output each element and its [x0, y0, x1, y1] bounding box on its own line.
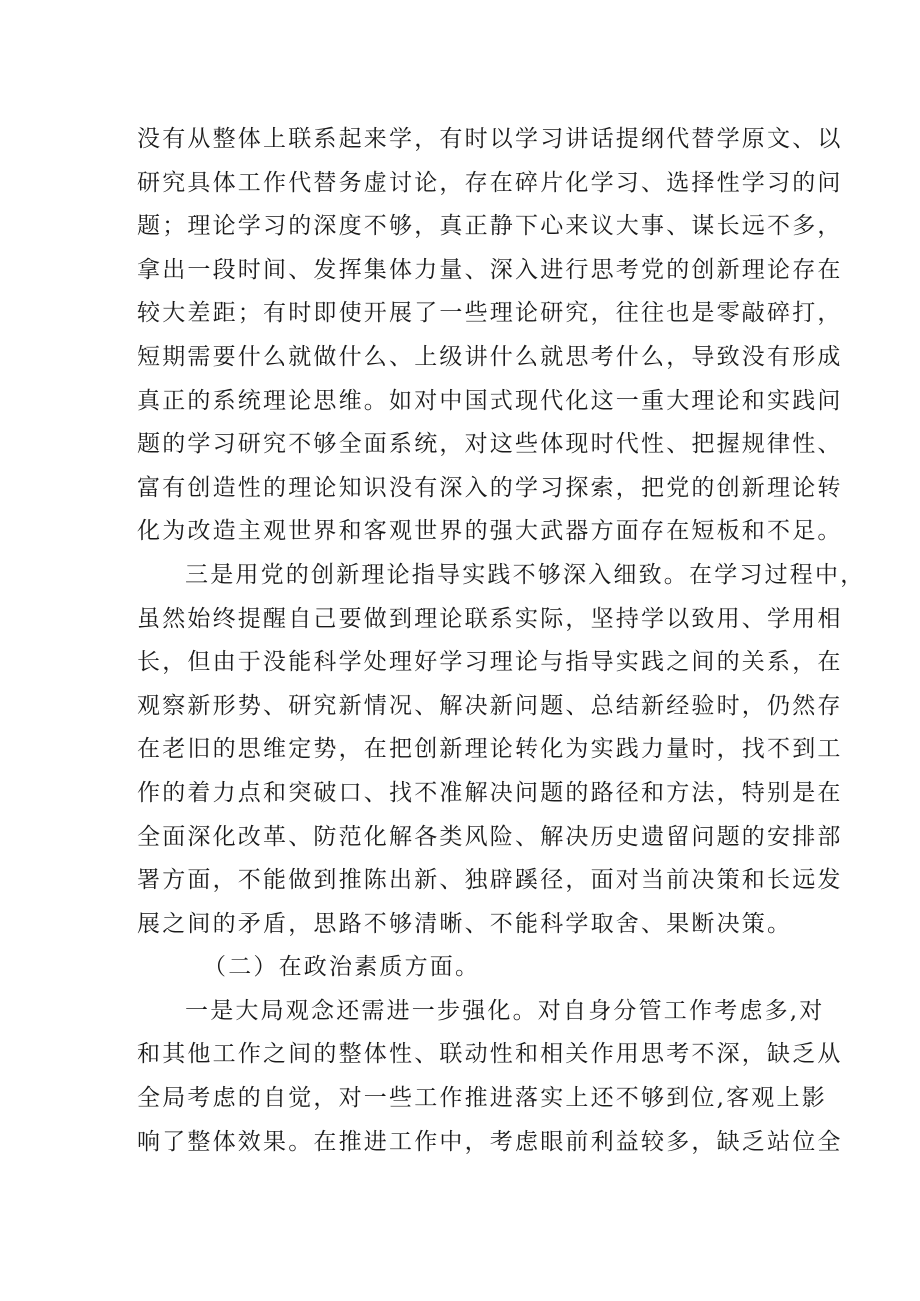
paragraph-line: 真正的系统理论思维。如对中国式现代化这一重大理论和实践问	[137, 387, 843, 414]
paragraph-line: 展之间的矛盾，思路不够清晰、不能科学取舍、果断决策。	[137, 910, 793, 937]
paragraph-line: 题的学习研究不够全面系统，对这些体现时代性、把握规律性、	[137, 431, 843, 458]
paragraph-line: 较大差距；有时即使开展了一些理论研究，往往也是零敲碎打，	[137, 300, 843, 327]
paragraph-first-line: 一是大局观念还需进一步强化。对自身分管工作考虑多,对	[185, 997, 825, 1024]
paragraph-line: 响了整体效果。在推进工作中，考虑眼前利益较多，缺乏站位全	[137, 1128, 843, 1155]
paragraph-line: 虽然始终提醒自己要做到理论联系实际，坚持学以致用、学用相	[137, 605, 843, 632]
paragraph-line: 署方面，不能做到推陈出新、独辟蹊径，面对当前决策和长远发	[137, 867, 843, 894]
paragraph-line: 拿出一段时间、发挥集体力量、深入进行思考党的创新理论存在	[137, 256, 843, 283]
paragraph-line: 全局考虑的自觉，对一些工作推进落实上还不够到位,客观上影	[137, 1085, 827, 1112]
paragraph-line: 化为改造主观世界和客观世界的强大武器方面存在短板和不足。	[137, 518, 843, 545]
paragraph-line: 作的着力点和突破口、找不准解决问题的路径和方法，特别是在	[137, 779, 843, 806]
paragraph-line: 全面深化改革、防范化解各类风险、解决历史遗留问题的安排部	[137, 823, 843, 850]
paragraph-line: 在老旧的思维定势，在把创新理论转化为实践力量时，找不到工	[137, 736, 843, 763]
paragraph-first-line: 三是用党的创新理论指导实践不够深入细致。在学习过程中，	[185, 561, 866, 588]
paragraph-line: 短期需要什么就做什么、上级讲什么就思考什么，导致没有形成	[137, 343, 843, 370]
document-body	[137, 118, 866, 1164]
paragraph-line: 题；理论学习的深度不够，真正静下心来议大事、谋长远不多，	[137, 213, 843, 240]
section-heading: （二）在政治素质方面。	[203, 954, 481, 981]
paragraph-line: 长，但由于没能科学处理好学习理论与指导实践之间的关系，在	[137, 649, 843, 676]
paragraph-line: 没有从整体上联系起来学，有时以学习讲话提纲代替学原文、以	[137, 126, 843, 152]
paragraph-line: 和其他工作之间的整体性、联动性和相关作用思考不深，缺乏从	[137, 1041, 843, 1068]
paragraph-line: 富有创造性的理论知识没有深入的学习探索，把党的创新理论转	[137, 474, 843, 501]
paragraph-line: 研究具体工作代替务虚讨论，存在碎片化学习、选择性学习的问	[137, 169, 843, 196]
paragraph-line: 观察新形势、研究新情况、解决新问题、总结新经验时，仍然存	[137, 692, 843, 719]
